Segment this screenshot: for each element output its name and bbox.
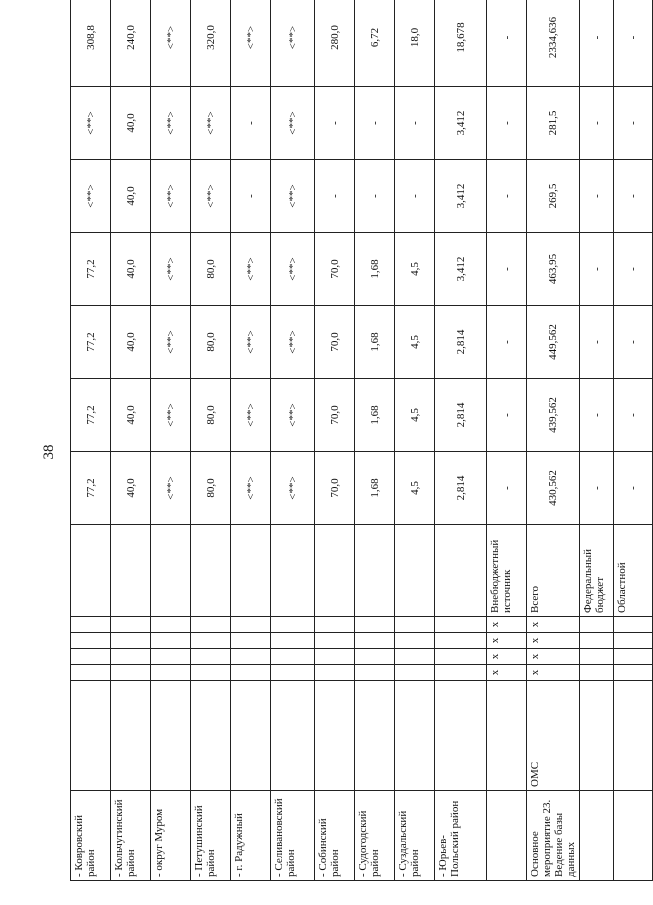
code-cell [435,665,487,681]
code-cell [580,665,614,681]
table-row [527,0,580,881]
year-value-cell: 430,562 [527,452,580,525]
code-cell [435,649,487,665]
code-cell [355,617,395,633]
year-value-cell: 40,0 [111,306,151,379]
year-value-cell: 70,0 [315,452,355,525]
table-row [271,0,315,881]
code-cell [271,665,315,681]
year-value-cell: 1,68 [355,306,395,379]
year-value-cell: 40,0 [111,87,151,160]
year-value-cell: <**> [271,379,315,452]
year-value-cell: 70,0 [315,233,355,306]
code-cell [355,649,395,665]
year-value-cell: 3,412 [435,160,487,233]
table-row [111,0,151,881]
row-name-cell [614,791,653,881]
year-value-cell: 3,412 [435,87,487,160]
code-cell [395,617,435,633]
responsible-cell [395,681,435,791]
responsible-cell [271,681,315,791]
year-value-cell: 1,68 [355,379,395,452]
funding-source-cell [111,525,151,617]
year-value-cell: <**> [191,160,231,233]
row-name-cell: - Юрьев-Польский район [435,791,487,881]
row-name-cell: - Судогодский район [355,791,395,881]
year-value-cell: 40,0 [111,379,151,452]
responsible-cell [231,681,271,791]
total-value-cell: 280,0 [315,0,355,87]
code-cell: x [487,617,527,633]
year-value-cell: 4,5 [395,452,435,525]
year-value-cell: - [395,87,435,160]
code-cell [580,617,614,633]
year-value-cell: <**> [151,233,191,306]
year-value-cell: 281,5 [527,87,580,160]
funding-source-cell: Всего [527,525,580,617]
table-row [487,0,527,881]
code-cell [271,617,315,633]
year-value-cell: <**> [231,233,271,306]
funding-source-cell [271,525,315,617]
responsible-cell [111,681,151,791]
year-value-cell: - [614,306,653,379]
year-value-cell: - [580,452,614,525]
total-value-cell: 320,0 [191,0,231,87]
year-value-cell: <**> [271,306,315,379]
year-value-cell: - [355,87,395,160]
funding-source-cell [191,525,231,617]
year-value-cell: <**> [151,306,191,379]
year-value-cell: <**> [271,233,315,306]
year-value-cell: <**> [151,452,191,525]
year-value-cell: - [231,160,271,233]
year-value-cell: <**> [231,452,271,525]
year-value-cell: 3,412 [435,233,487,306]
row-name-cell [580,791,614,881]
funding-source-cell [71,525,111,617]
year-value-cell: 2,814 [435,379,487,452]
table-container [70,15,639,881]
code-cell [435,633,487,649]
responsible-cell [435,681,487,791]
code-cell [151,649,191,665]
code-cell [271,633,315,649]
total-value-cell: <**> [151,0,191,87]
year-value-cell: 77,2 [71,379,111,452]
code-cell [231,617,271,633]
year-value-cell: 70,0 [315,306,355,379]
code-cell [614,633,653,649]
code-cell [191,633,231,649]
row-name-cell: - г. Радужный [231,791,271,881]
row-name-cell: - Кольчугинский район [111,791,151,881]
year-value-cell: <**> [271,160,315,233]
year-value-cell: - [487,306,527,379]
table-row [231,0,271,881]
year-value-cell: 40,0 [111,452,151,525]
table-row [355,0,395,881]
year-value-cell: - [580,233,614,306]
total-value-cell: 6,72 [355,0,395,87]
year-value-cell: <**> [151,87,191,160]
year-value-cell: <**> [151,379,191,452]
code-cell [231,665,271,681]
code-cell [315,665,355,681]
year-value-cell: 77,2 [71,306,111,379]
code-cell [191,665,231,681]
year-value-cell: 2,814 [435,452,487,525]
total-value-cell: 308,8 [71,0,111,87]
code-cell: x [527,617,580,633]
code-cell: x [527,633,580,649]
year-value-cell: 77,2 [71,233,111,306]
funding-source-cell [231,525,271,617]
budget-table [70,0,653,881]
responsible-cell [151,681,191,791]
total-value-cell: 18,0 [395,0,435,87]
year-value-cell: 2,814 [435,306,487,379]
code-cell [71,649,111,665]
code-cell [395,649,435,665]
total-value-cell: <**> [231,0,271,87]
code-cell [111,649,151,665]
code-cell [271,649,315,665]
total-value-cell: - [487,0,527,87]
year-value-cell: <**> [191,87,231,160]
year-value-cell: - [487,233,527,306]
responsible-cell [71,681,111,791]
code-cell [231,633,271,649]
responsible-cell [191,681,231,791]
responsible-cell [487,681,527,791]
funding-source-cell [435,525,487,617]
year-value-cell: - [487,452,527,525]
code-cell [355,665,395,681]
year-value-cell: - [614,233,653,306]
year-value-cell: 1,68 [355,452,395,525]
code-cell [355,633,395,649]
code-cell: x [527,649,580,665]
row-name-cell: - Суздальский район [395,791,435,881]
code-cell [315,649,355,665]
total-value-cell: 2334,636 [527,0,580,87]
year-value-cell: - [315,160,355,233]
year-value-cell: 80,0 [191,452,231,525]
year-value-cell: - [614,87,653,160]
funding-source-cell [151,525,191,617]
table-row [315,0,355,881]
code-cell [315,617,355,633]
year-value-cell: - [487,160,527,233]
code-cell [71,617,111,633]
code-cell: x [487,665,527,681]
row-name-cell: - Селивановский район [271,791,315,881]
row-name-cell: - Собинский район [315,791,355,881]
year-value-cell: 439,562 [527,379,580,452]
year-value-cell: - [614,160,653,233]
code-cell [435,617,487,633]
year-value-cell: - [614,452,653,525]
code-cell: x [487,633,527,649]
funding-source-cell [355,525,395,617]
responsible-cell [580,681,614,791]
table-row [614,0,653,881]
responsible-cell [614,681,653,791]
year-value-cell: <**> [71,160,111,233]
year-value-cell: 77,2 [71,452,111,525]
code-cell [151,617,191,633]
table-row [191,0,231,881]
responsible-cell [315,681,355,791]
code-cell [191,649,231,665]
year-value-cell: 1,68 [355,233,395,306]
year-value-cell: - [580,379,614,452]
code-cell [191,617,231,633]
total-value-cell: <**> [271,0,315,87]
year-value-cell: <**> [231,306,271,379]
row-name-cell: Основное мероприятие 23. Ведение базы данных [527,791,580,881]
code-cell [111,633,151,649]
year-value-cell: 70,0 [315,379,355,452]
code-cell [580,649,614,665]
funding-source-cell: Внебюджетный источник [487,525,527,617]
year-value-cell: 40,0 [111,160,151,233]
responsible-cell: ОМС [527,681,580,791]
funding-source-cell: Областной [614,525,653,617]
code-cell [231,649,271,665]
table-row [395,0,435,881]
table-row [151,0,191,881]
table-row [71,0,111,881]
row-name-cell: - округ Муром [151,791,191,881]
year-value-cell: 449,562 [527,306,580,379]
year-value-cell: - [580,306,614,379]
year-value-cell: 80,0 [191,233,231,306]
code-cell: x [487,649,527,665]
funding-source-cell [315,525,355,617]
total-value-cell: 240,0 [111,0,151,87]
code-cell [395,633,435,649]
year-value-cell: - [315,87,355,160]
total-value-cell: 18,678 [435,0,487,87]
funding-source-cell: Федеральный бюджет [580,525,614,617]
code-cell: x [527,665,580,681]
year-value-cell: - [395,160,435,233]
table-row [435,0,487,881]
code-cell [71,633,111,649]
year-value-cell: - [580,160,614,233]
code-cell [614,649,653,665]
year-value-cell: <**> [271,452,315,525]
page-number: 38 [41,444,57,460]
year-value-cell: 4,5 [395,379,435,452]
code-cell [111,665,151,681]
code-cell [580,633,614,649]
year-value-cell: 463,95 [527,233,580,306]
year-value-cell: <**> [231,379,271,452]
code-cell [614,617,653,633]
code-cell [71,665,111,681]
year-value-cell: - [614,379,653,452]
year-value-cell: 4,5 [395,233,435,306]
code-cell [315,633,355,649]
funding-source-cell [395,525,435,617]
row-name-cell: - Петушинский район [191,791,231,881]
year-value-cell: - [355,160,395,233]
year-value-cell: <**> [271,87,315,160]
row-name-cell [487,791,527,881]
year-value-cell: - [487,379,527,452]
table-row [580,0,614,881]
year-value-cell: 80,0 [191,379,231,452]
year-value-cell: 4,5 [395,306,435,379]
responsible-cell [355,681,395,791]
code-cell [151,633,191,649]
year-value-cell: - [487,87,527,160]
year-value-cell: - [231,87,271,160]
code-cell [151,665,191,681]
year-value-cell: 269,5 [527,160,580,233]
total-value-cell: - [614,0,653,87]
year-value-cell: <**> [151,160,191,233]
year-value-cell: 80,0 [191,306,231,379]
code-cell [614,665,653,681]
year-value-cell: - [580,87,614,160]
year-value-cell: <**> [71,87,111,160]
code-cell [111,617,151,633]
total-value-cell: - [580,0,614,87]
code-cell [395,665,435,681]
year-value-cell: 40,0 [111,233,151,306]
row-name-cell: - Ковровский район [71,791,111,881]
